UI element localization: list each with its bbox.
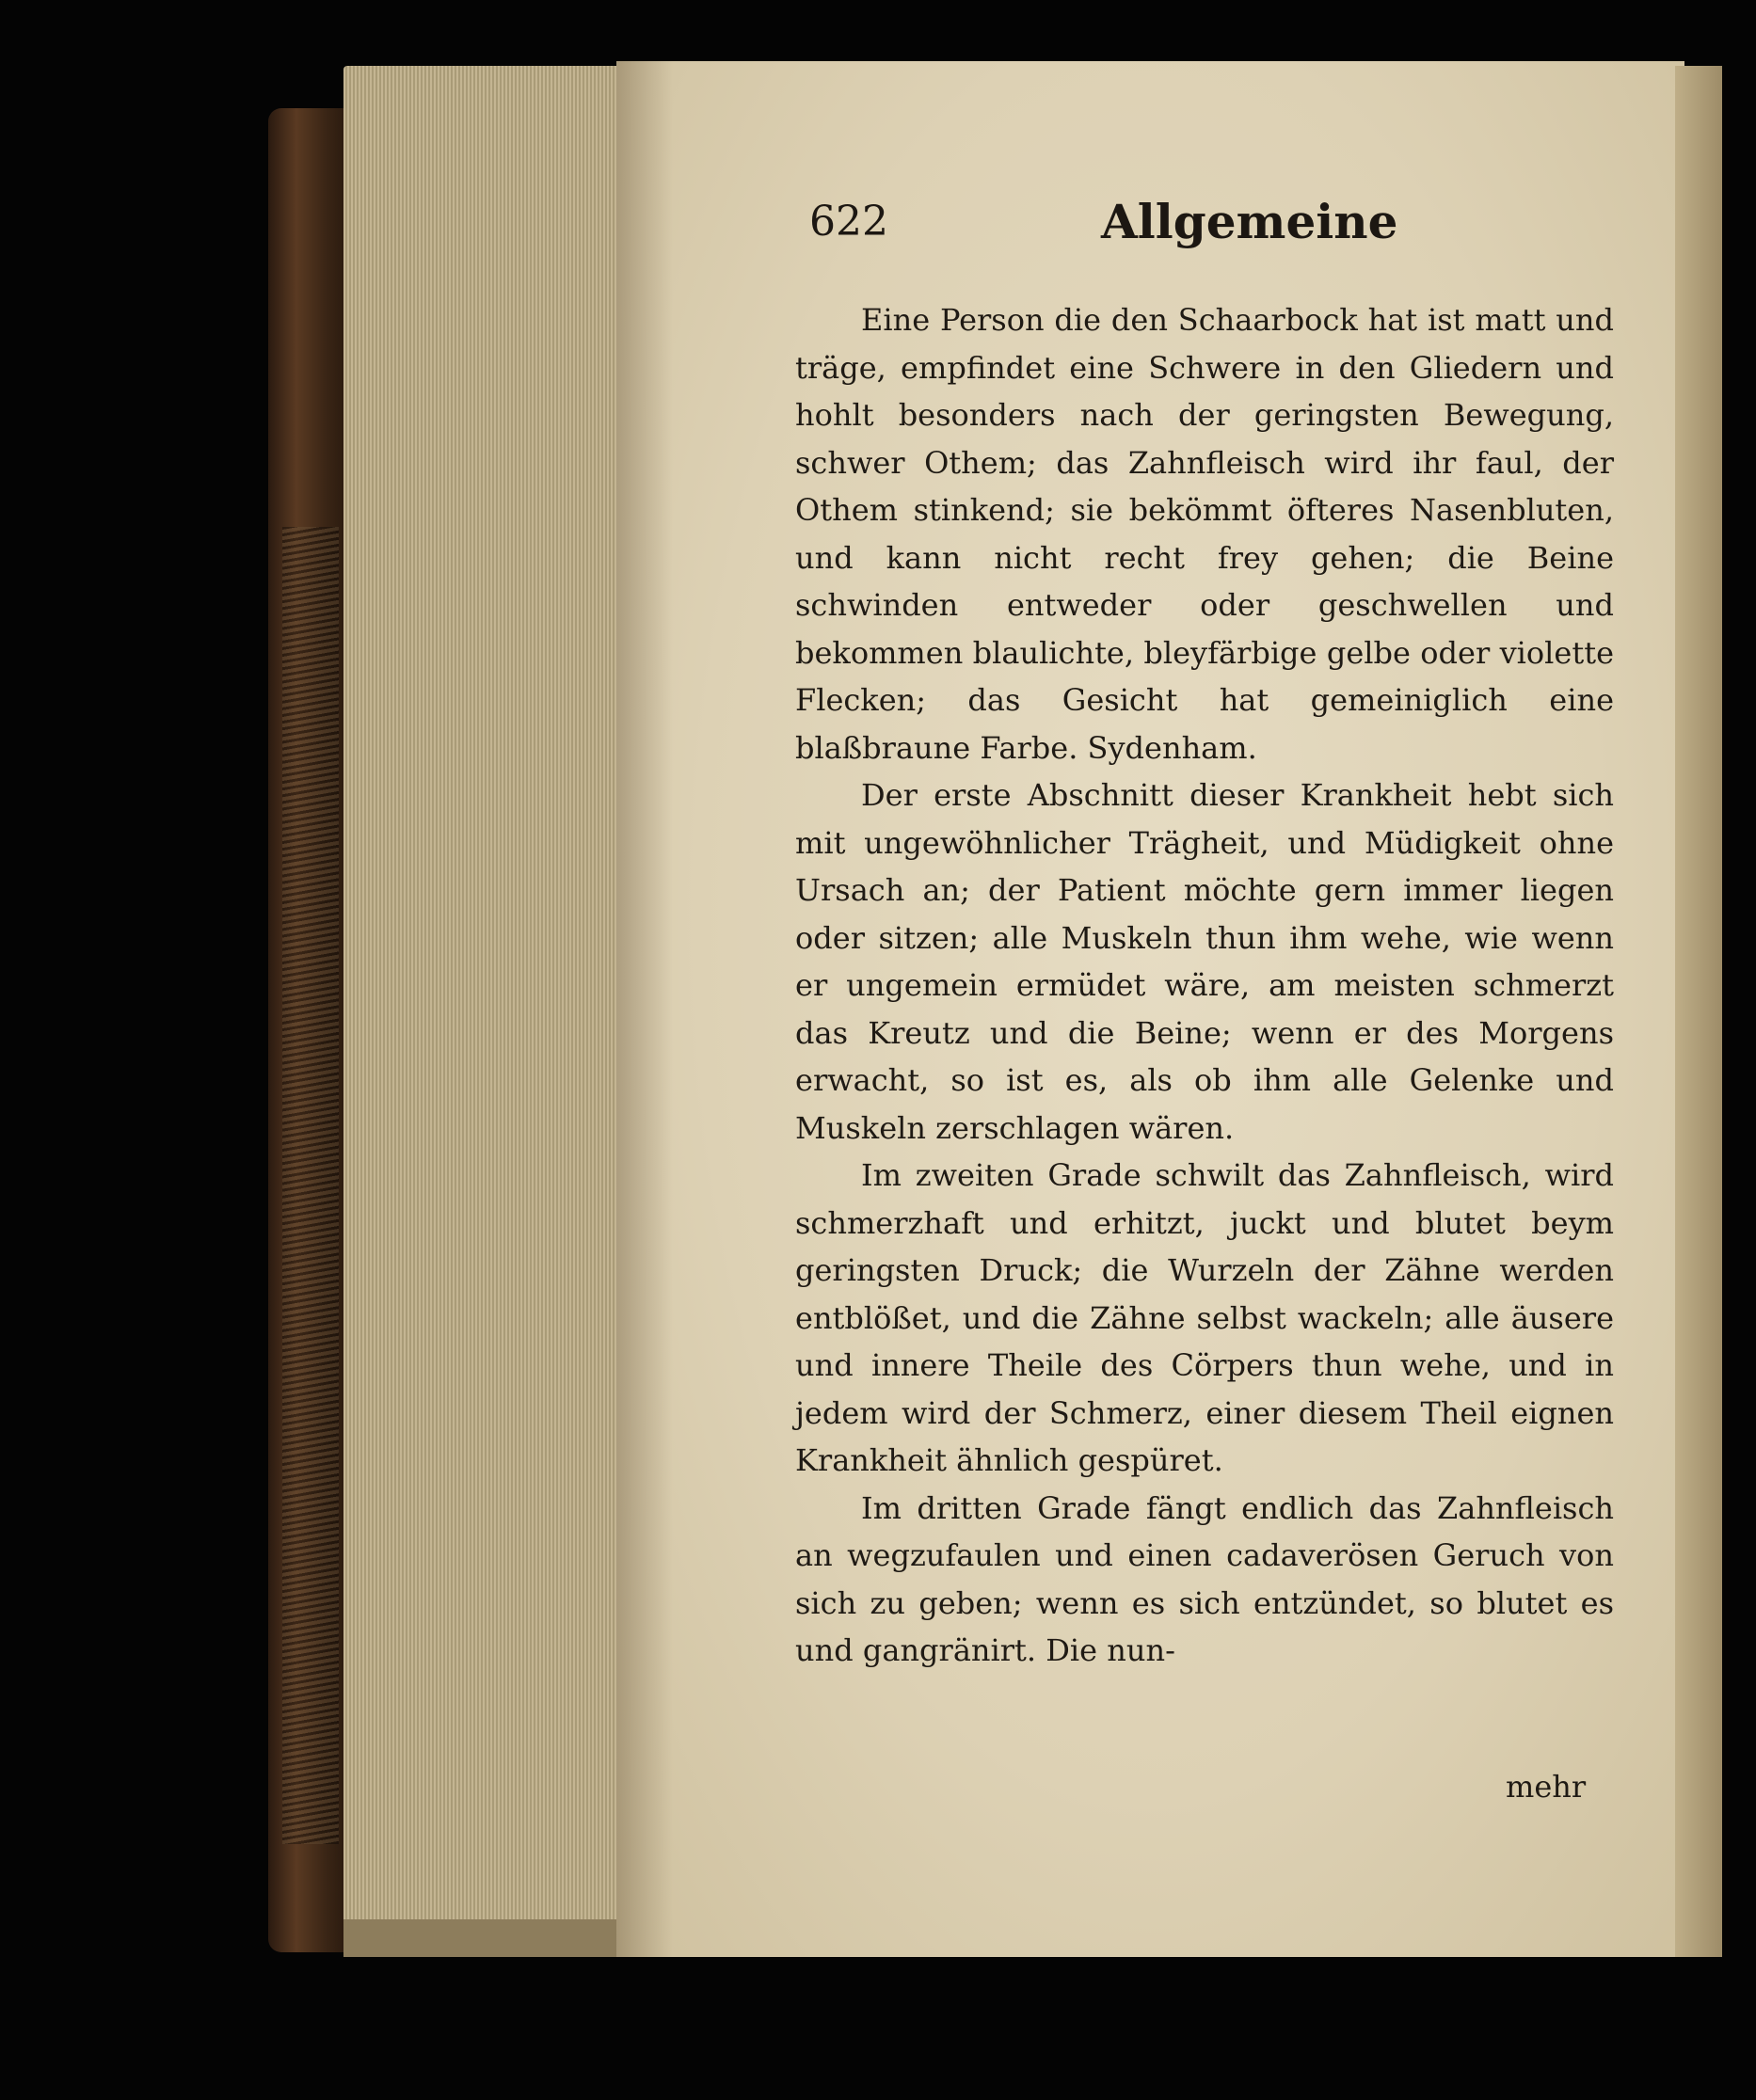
body-text: [795, 296, 1614, 1675]
page-gutter-shadow: [616, 61, 673, 1957]
page-stack-edge: [343, 66, 626, 1957]
paragraph-4: Im dritten Grade fängt endlich das Zahnfleisch an wegzufaulen und einen cadaverösen Geruch von sich zu geben; wenn es sich entzündet, so blutet es und gangränirt. Die nun-: [795, 1489, 1614, 1668]
paragraph-3: Im zweiten Grade schwilt das Zahnfleisch, wird schmerzhaft und erhitzt, juckt und blutet beym geringsten Druck; die Wurzeln der Zähne werden entblößet, und die Zähne selbst wackeln; alle äusere und innere Theile des Cörpers thun wehe, und in jedem wird der Schmerz, einer diesem Theil eignen Krankheit ähnlich gespüret.: [795, 1157, 1614, 1478]
facing-page-edge: [1675, 66, 1722, 1957]
running-head: Allgemeine: [1101, 194, 1398, 249]
paragraph-2: Der erste Abschnitt dieser Krankheit hebt sich mit ungewöhnlicher Trägheit, und Müdigkeit ohne Ursach an; der Patient möchte gern immer liegen oder sitzen; alle Muskeln thun ihm wehe, wie wenn er ungemein ermüdet wäre, am meisten schmerzt das Kreutz und die Beine; wenn er des Morgens erwacht, so ist es, als ob ihm alle Gelenke und Muskeln zerschlagen wären.: [795, 777, 1614, 1146]
marbled-cover-texture: [282, 527, 339, 1844]
page-stack-bottom: [343, 1919, 654, 1957]
page-number: 622: [809, 198, 888, 246]
catchword: mehr: [1506, 1769, 1587, 1805]
paragraph-1: Eine Person die den Schaarbock hat ist matt und träge, empfindet eine Schwere in den Gliedern und hohlt besonders nach der geringsten Bewegung, schwer Othem; das Zahnfleisch wird ihr faul, der Othem stinkend; sie bekömmt öfteres Nasenbluten, und kann nicht recht frey gehen; die Beine schwinden entweder oder geschwellen und bekommen blaulichte, bleyfärbige gelbe oder violette Flecken; das Gesicht hat gemeiniglich eine blaßbraune Farbe. Sydenham.: [795, 302, 1614, 766]
page-header: [809, 194, 1619, 263]
